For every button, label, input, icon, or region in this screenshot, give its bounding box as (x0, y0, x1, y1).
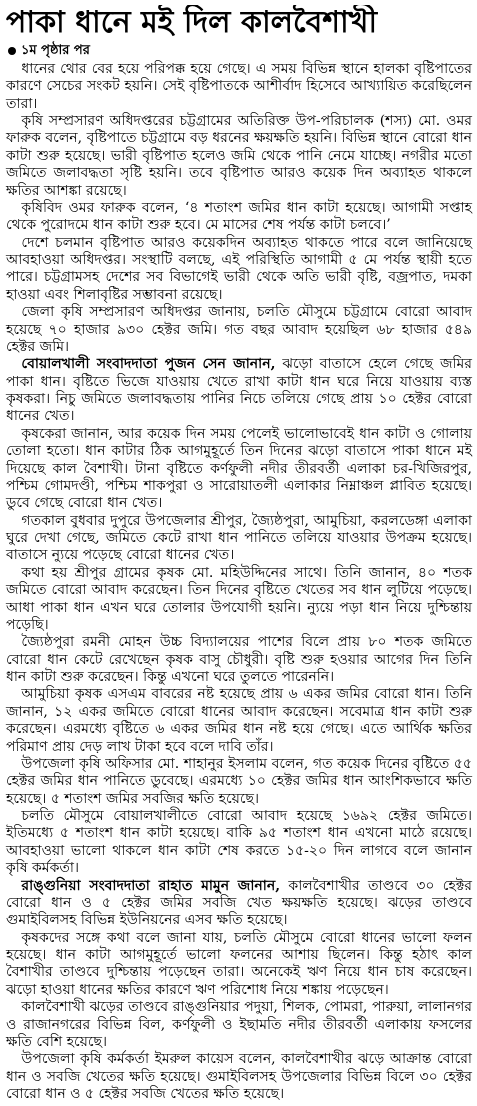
paragraph-text: কালবৈশাখীর তাণ্ডবে ৩০ হেক্টর বোরো ধান ও ৫ হেক্টর জমির সবজি খেত ক্ষয়ক্ষতি হয়েছে। ঝড়ের তাণ্ডবে গুমাইবিলসহ বিভিন্ন ইউনিয়নের এসব ক্ষতি হয়েছে। (6, 877, 472, 929)
article-paragraph: চলতি মৌসুমে বোয়ালখালীতে বোরো আবাদ হয়েছে ১৬৯২ হেক্টর জমিতে। ইতিমধ্যে ৫ শতাংশ ধান কাটা হয়েছে। বাকি ৯৫ শতাংশ ধান এখনো মাঠে রয়েছে। আবহাওয়া ভালো থাকলে ধান কাটা শেষ করতে ১৫-২০ দিন লাগবে বলে জানান কৃষি কর্মকর্তা। (6, 808, 472, 877)
correspondent-byline: রাঙ্গুনিয়া সংবাদদাতা রাহাত মামুন জানান, (21, 877, 281, 894)
article-paragraph (6, 356, 472, 426)
article-paragraph: ধানের থোর বের হয়ে পরিপক্ক হয়ে গেছে। এ সময় বিভিন্ন স্থানে হালকা বৃষ্টিপাতের কারণে সেচের সংকট হয়নি। সেই বৃষ্টিপাতকে আশীর্বাদ হিসেবে আখ্যায়িত করেছিলেন তারা। (6, 60, 472, 112)
article-paragraph: গতকাল বুধবার দুপুরে উপজেলার শ্রীপুর, জ্যৈষ্ঠপুরা, আমুচিয়া, করলডেঙ্গা এলাকা ঘুরে দেখা গেছে, জমিতে কেটে রাখা ধান পানিতে তলিয়ে যাওয়ার উপক্রম হয়েছে। বাতাসে ন্যুয়ে পড়েছে বোরো ধানের খেত। (6, 512, 472, 564)
article-paragraph: কৃষকেরা জানান, আর কয়েক দিন সময় পেলেই ভালোভাবেই ধান কাটা ও গোলায় তোলা হতো। ধান কাটার ঠিক আগমুহূর্তে তিন দিনের ঝড়ো বাতাসে পাকা ধানে মই দিয়েছে কাল বৈশাখী। টানা বৃষ্টিতে কর্ণফুলী নদীর তীরবর্তী এলাকা চর-খিজিরপুর, পশ্চিম গোমদণ্ডী, পশ্চিম শাকপুরা ও সারোয়াতলী এলাকার নিম্নাঞ্চল প্লাবিত হয়েছে। ডুবে গেছে বোরো ধান খেত। (6, 425, 472, 512)
headline: পাকা ধানে মই দিল কালবৈশাখী (6, 5, 378, 40)
article-paragraph (6, 878, 472, 930)
article-paragraph: আমুচিয়া কৃষক এসএম বাবরের নষ্ট হয়েছে প্রায় ৬ একর জমির বোরো ধান। তিনি জানান, ১২ একর জমিতে বোরো ধানের আবাদ করেছেন। সবেমাত্র ধান কাটা শুরু করেছেন। এরমধ্যে বৃষ্টিতে ৬ একর জমির ধান নষ্ট হয়ে গেছে। এতে আর্থিক ক্ষতির পরিমাণ প্রায় দেড় লাখ টাকা হবে বলে দাবি তাঁর। (6, 686, 472, 755)
article-paragraph: কালবৈশাখী ঝড়ের তাণ্ডবে রাঙ্গুনিয়ার পদুয়া, শিলক, পোমরা, পারুয়া, লালানগর ও রাজানগরের বিভিন্ন বিল, কর্ণফুলী ও ইছামতি নদীর তীরবর্তী এলাকায় ফসলের ক্ষতি বেশি হয়েছে। (6, 999, 472, 1050)
bullet-icon (8, 47, 16, 55)
article-paragraph: উপজেলা কৃষি কর্মকর্তা ইমরুল কায়েস বলেন, কালবৈশাখীর ঝড়ে আক্রান্ত বোরো ধান ও সবজি খেতের ক্ষতি হয়েছে। গুমাইবিলসহ উপজেলার বিভিন্ন বিলে ৩০ হেক্টর বোরো ধান ও ৫ হেক্টর সবজি খেতের ক্ষতি হয়েছে। (6, 1051, 472, 1103)
article-paragraph: দেশে চলমান বৃষ্টিপাত আরও কয়েকদিন অব্যাহত থাকতে পারে বলে জানিয়েছে আবহাওয়া অধিদপ্তর। সংস্থাটি বলছে, এই পরিস্থিতি আগামী ৫ মে পর্যন্ত স্থায়ী হতে পারে। চট্টগ্রামসহ দেশের সব বিভাগেই ভারী থেকে অতি ভারী বৃষ্টি, বজ্রপাত, দমকা হাওয়া এবং শিলাবৃষ্টির সম্ভাবনা রয়েছে। (6, 234, 472, 303)
article-body (6, 61, 472, 1104)
article-paragraph: জেলা কৃষি সম্প্রসারণ অধিদপ্তর জানায়, চলতি মৌসুমে চট্টগ্রামে বোরো আবাদ হয়েছে ৭০ হাজার ৯৩০ হেক্টর জমি। গত বছর আবাদ হয়েছিল ৬৮ হাজার ৫৪৯ হেক্টর জমি। (6, 304, 472, 355)
article-paragraph: কৃষি সম্প্রসারণ অধিদপ্তরের চট্টগ্রামের অতিরিক্ত উপ-পরিচালক (শস্য) মো. ওমর ফারুক বলেন, বৃষ্টিপাতে চট্টগ্রামে বড় ধরনের ক্ষয়ক্ষতি হয়নি। বিভিন্ন স্থানে বোরো ধান কাটা শুরু হয়েছে। ভারী বৃষ্টিপাত হলেও জমি থেকে পানি নেমে যাচ্ছে। নগরীর মতো জমিতে জলাবদ্ধতা সৃষ্টি হয়নি। তবে বৃষ্টিপাত আরও কয়েক দিন অব্যাহত থাকলে ক্ষতির আশঙ্কা রয়েছে। (6, 113, 472, 199)
correspondent-byline: বোয়ালখালী সংবাদদাতা পুজন সেন জানান, (21, 356, 276, 373)
article-paragraph: কৃষিবিদ ওমর ফারুক বলেন, ‘৪ শতাংশ জমির ধান কাটা হয়েছে। আগামী সপ্তাহ থেকে পুরোদমে ধান কাটা শুরু হবে। মে মাসের শেষ পর্যন্ত কাটা চলবে।’ (6, 199, 472, 234)
article-paragraph: জ্যৈষ্ঠপুরা রমনী মোহন উচ্চ বিদ্যালয়ের পাশের বিলে প্রায় ৮০ শতক জমিতে বোরো ধান কেটে রেখেছেন কৃষক বাসু চৌধুরী। বৃষ্টি শুরু হওয়ার আগের দিন তিনি ধান কাটা শুরু করেছেন। কিন্তু এখনো ঘরে তুলতে পারেননি। (6, 634, 472, 686)
article-paragraph: কৃষকদের সঙ্গে কথা বলে জানা যায়, চলতি মৌসুমে বোরো ধানের ভালো ফলন হয়েছে। ধান কাটা আগমুহূর্তে ভালো ফলনের আশায় ছিলেন। কিন্তু হঠাৎ কাল বৈশাখীর তাণ্ডবে দুশ্চিন্তায় পড়েছেন তারা। অনেকেই ঋণ নিয়ে ধান চাষ করেছেন। ঝড়ো হাওয়া ধানের ক্ষতির কারণে ঋণ পরিশোধ নিয়ে শঙ্কায় পড়েছেন। (6, 929, 472, 998)
article-paragraph: কথা হয় শ্রীপুর গ্রামের কৃষক মো. মহিউদ্দিনের সাথে। তিনি জানান, ৪০ শতক জমিতে বোরো আবাদ করেছেন। তিন দিনের বৃষ্টিতে খেতের সব ধান লুটিয়ে পড়েছে। আধা পাকা ধান এখন ঘরে তোলার উপযোগী হয়নি। ন্যুয়ে পড়া ধান নিয়ে দুশ্চিন্তায় পড়েছি। (6, 564, 472, 633)
continuation-label: ১ম পৃষ্ঠার পর (21, 43, 90, 58)
paragraph-text: ঝড়ো বাতাসে হেলে গেছে জমির পাকা ধান। বৃষ্টিতে ভিজে যাওয়ায় খেতে রাখা কাটা ধান ঘরে নিয়ে যাওয়ায় ব্যস্ত কৃষকরা। নিচু জমিতে জলাবদ্ধতায় পানির নিচে তলিয়ে গেছে প্রায় ১০ হেক্টর বোরো ধানের খেত। (6, 356, 472, 425)
article-paragraph: উপজেলা কৃষি অফিসার মো. শাহানুর ইসলাম বলেন, গত কয়েক দিনের বৃষ্টিতে ৫৫ হেক্টর জমির ধান পানিতে ডুবেছে। এরমধ্যে ১০ হেক্টর জমির ধান আংশিকভাবে ক্ষতি হয়েছে। ৫ শতাংশ জমির সবজির ক্ষতি হয়েছে। (6, 755, 472, 807)
continuation-note (8, 43, 472, 60)
